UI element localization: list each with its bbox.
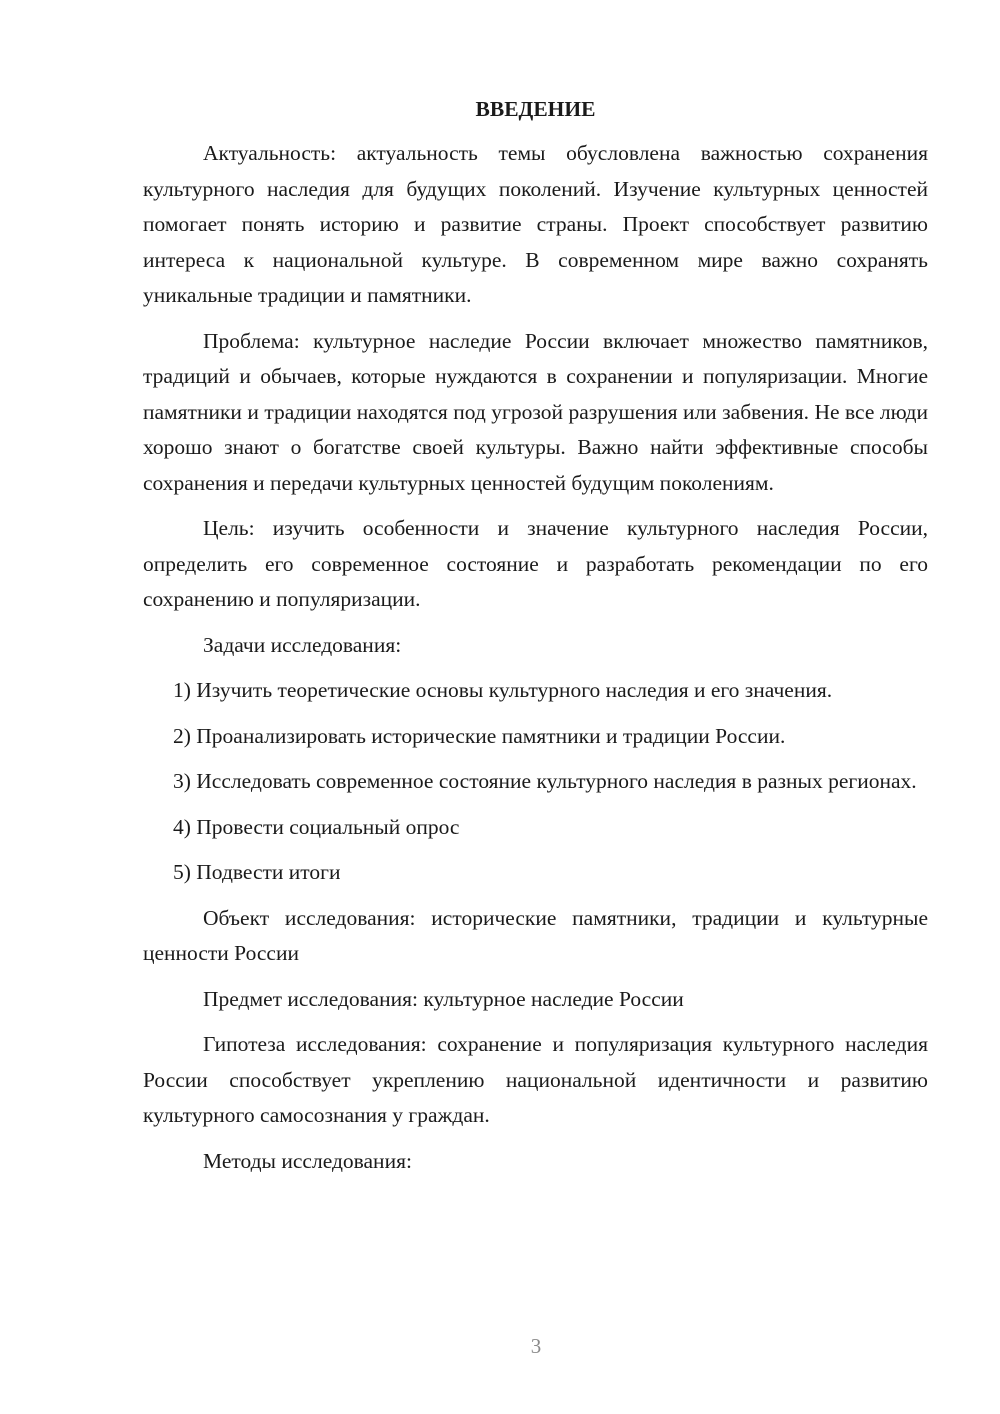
list-item: 5) Подвести итоги: [173, 860, 341, 884]
object-paragraph: Объект исследования: исторические памятники, традиции и культурные ценности России: [143, 905, 928, 965]
list-item: 4) Провести социальный опрос: [173, 814, 460, 839]
goal-paragraph: Цель: изучить особенности и значение культурного наследия России, определить его современное состояние и разработать рекомендации по его сохранению и популяризации.: [143, 516, 928, 611]
list-item: 1) Изучить теоретические основы культурного наследия и его значения.: [173, 678, 833, 702]
list-item: 2) Проанализировать исторические памятники и традиции России.: [173, 723, 786, 748]
list-item: 3) Исследовать современное состояние культурного наследия в разных регионах.: [173, 769, 917, 793]
subject-paragraph: Предмет исследования: культурное наследие России: [203, 986, 684, 1011]
problem-paragraph: Проблема: культурное наследие России включает множество памятников, традиций и обычаев, которые нуждаются в сохранении и популяризации. Многие памятники и традиции находятся под угрозой разрушения или забвения. Не все люди хорошо знают о богатстве своей культуры. Важно найти эффективные способы сохранения и передачи культурных ценностей будущим поколениям.: [143, 328, 928, 495]
tasks-heading: Задачи исследования:: [203, 632, 402, 657]
tasks-list: [143, 673, 928, 891]
relevance-paragraph: Актуальность: актуальность темы обусловлена важностью сохранения культурного наследия для будущих поколений. Изучение культурных ценностей помогает понять историю и развитие страны. Проект способствует развитию интереса к национальной культуре. В современном мире важно сохранять уникальные традиции и памятники.: [143, 141, 928, 307]
document-page: [143, 92, 928, 1189]
page-number: 3: [530, 1334, 542, 1358]
page-title: ВВЕДЕНИЕ: [475, 97, 596, 121]
methods-paragraph: Методы исследования:: [203, 1148, 412, 1173]
hypothesis-paragraph: Гипотеза исследования: сохранение и популяризация культурного наследия России способствует укреплению национальной идентичности и развитию культурного самосознания у граждан.: [143, 1032, 928, 1127]
